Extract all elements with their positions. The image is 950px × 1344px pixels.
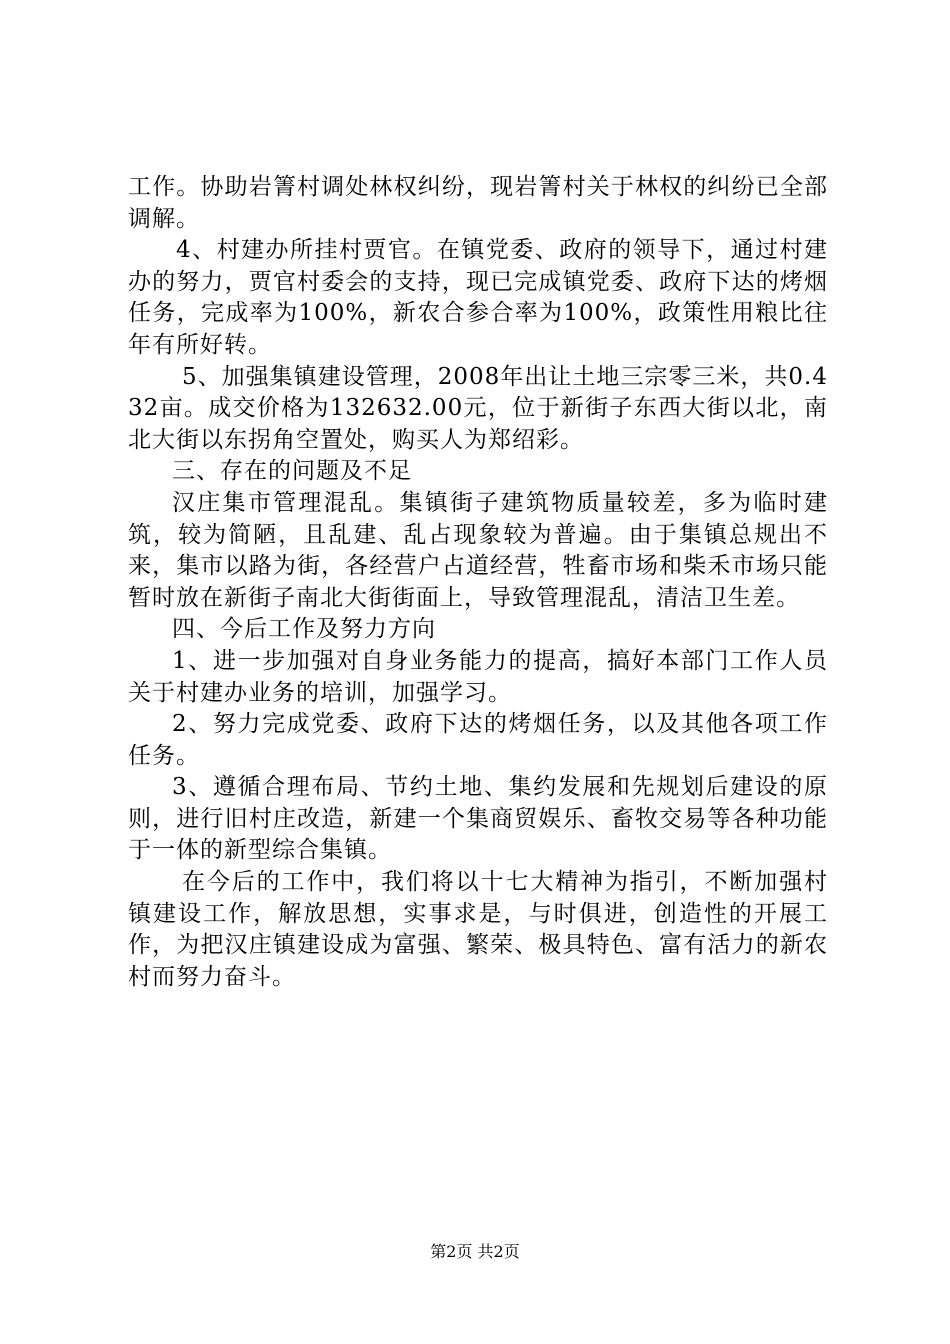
paragraph-problems: 汉庄集市管理混乱。集镇街子建筑物质量较差，多为临时建筑，较为简陋，且乱建、乱占现象较为普遍。由于集镇总规出不来，集市以路为街，各经营户占道经营，牲畜市场和柴禾市场只能暂时放在新街子南北大街街面上，导致管理混乱，清洁卫生差。 xyxy=(128,489,828,611)
paragraph-item-4: 4、村建办所挂村贾官。在镇党委、政府的领导下，通过村建办的努力，贾官村委会的支持，现已完成镇党委、政府下达的烤烟任务，完成率为100%，新农合参合率为100%，政策性用粮比往年有所好转。 xyxy=(128,237,828,358)
paragraph-item-5: 5、加强集镇建设管理，2008年出让土地三宗零三米，共0.432亩。成交价格为132632.00元，位于新街子东西大街以北，南北大街以东拐角空置处，购买人为郑绍彩。 xyxy=(128,363,828,453)
document-body xyxy=(128,172,828,993)
paragraph-future-2: 2、努力完成党委、政府下达的烤烟任务，以及其他各项工作任务。 xyxy=(128,711,828,769)
paragraph-continuation: 工作。协助岩箐村调处林权纠纷，现岩箐村关于林权的纠纷已全部调解。 xyxy=(128,174,828,232)
section-heading-future-work: 四、今后工作及努力方向 xyxy=(172,616,436,643)
paragraph-future-3: 3、遵循合理布局、节约土地、集约发展和先规划后建设的原则，进行旧村庄改造，新建一个集商贸娱乐、畜牧交易等各种功能于一体的新型综合集镇。 xyxy=(128,774,828,864)
paragraph-future-1: 1、进一步加强对自身业务能力的提高，搞好本部门工作人员关于村建办业务的培训，加强学习。 xyxy=(128,647,828,706)
section-heading-problems: 三、存在的问题及不足 xyxy=(172,458,412,485)
page-footer: 第2页 共2页 xyxy=(430,1242,520,1261)
paragraph-conclusion: 在今后的工作中，我们将以十七大精神为指引，不断加强村镇建设工作，解放思想，实事求是，与时俱进，创造性的开展工作，为把汉庄镇建设成为富强、繁荣、极具特色、富有活力的新农村而努力奋斗。 xyxy=(128,869,828,990)
